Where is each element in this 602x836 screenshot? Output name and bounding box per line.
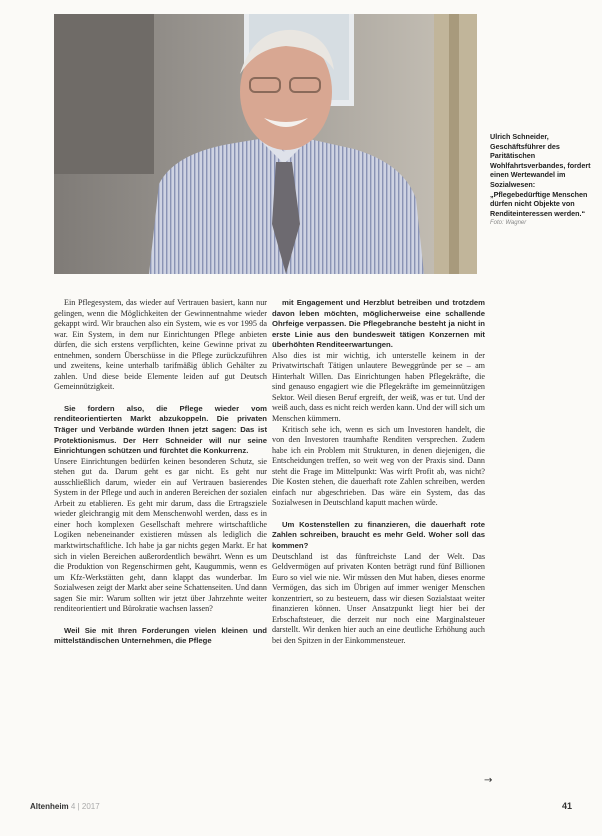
portrait-photo xyxy=(54,14,477,274)
magazine-issue: 4 | 2017 xyxy=(70,802,100,811)
interview-question: Weil Sie mit Ihren Forderungen vielen kleinen und mittelständischen Unternehmen, die Pflege xyxy=(54,625,267,646)
paragraph: Unsere Einrichtungen bedürfen keinen besonderen Schutz, sie stehen gut da. Darum geht es gar nicht. Es geht nur ausschließlich darum, wieder ein auf Vertrauen basierendes System in der Pflege und auch in anderen Bereichen der sozialen Arbeit zu etablieren. Es geht mir darum, dass die Ertragsziele wieder gleichrangig mit dem Menschenwohl werden, dass es in einer hoch komplexen Gesellschaft mehrere wirtschaftliche Logiken nebeneinander existieren müssen als lediglich die marktwirtschaftliche. Ich habe ja gar nichts gegen Markt. Er hat sich in vielen Bereichen außerordentlich bewährt. Wenn es um die Produktion von Regenschirmen geht, Kaugummis, wenn es um Kfz-Werkstätten geht, dann klappt das wunderbar. Im Sozialwesen zeigt der Markt aber seine Schattenseiten. Und dann sagen Sie mir: Warum sollten wir jetzt über Jahrzehnte weiter renditeorientiert und Bürokratie wachsen lassen? xyxy=(54,456,267,614)
continue-arrow-icon: → xyxy=(484,775,493,786)
page-footer xyxy=(30,800,572,816)
magazine-title: Altenheim xyxy=(30,802,69,811)
page-number: 41 xyxy=(561,801,572,811)
interview-question-continued: mit Engagement und Herzblut betreiben und trotzdem davon leben möchten, möglicherweise eine schallende Ohrfeige verpassen. Die Pflegebranche besteht ja nicht in erste Linie aus den bundesweit tätigen Konzernen mit überhöhten Renditeerwartungen. xyxy=(272,298,485,350)
magazine-name xyxy=(30,802,100,811)
paragraph: Kritisch sehe ich, wenn es sich um Investoren handelt, die von den Investoren traumhafte Renditen versprechen. Zudem habe ich ein Problem mit Strukturen, in denen diejenigen, die Entscheidungen treffen, so weit weg von der Praxis sind. Dann steht die Frage im Mittelpunkt: Was wirft Profit ab, was nicht? Die Kosten stehen, die dauerhaft rote Zahlen schreiben, werden einfach nur abgeschrieben. Das wäre ein System, das das Sozialwesen in Deutschland kaputt machen würde. xyxy=(272,424,485,508)
caption-text: Ulrich Schneider, Geschäftsführer des Paritätischen Wohlfahrtsverbandes, fordert einen Wertewandel im Sozialwesen: „Pflegebedürftige Menschen dürfen nicht Objekte von Renditeinteressen werden.“ xyxy=(490,132,591,218)
portrait-photo-icon xyxy=(54,14,477,274)
photo-caption xyxy=(490,132,594,229)
left-column xyxy=(54,298,267,647)
paragraph: Ein Pflegesystem, das wieder auf Vertrauen basiert, kann nur gelingen, wenn die Möglichkeiten der Gewinnentnahme wieder gekappt wird. Wir brauchen also ein System, wie es vor 1995 da war. Ein System, in dem nur Einrichtungen Pflege anbieten dürfen, die sich erstens verpflichten, keine Gewinne privat zu entnehmen, sondern Überschüsse in die Pflege zurückzuführen und zweitens, keine unterhalb tarifmäßig üblich Gehälter zu zahlen. Und diese beide Elemente leiden auf gut Deutsch Gemeinnützigkeit. xyxy=(54,298,267,392)
right-column xyxy=(272,298,485,647)
paragraph: Also dies ist mir wichtig, ich unterstelle keinem in der Privatwirtschaft Tätigen unlautere Beweggründe per se – am Hinterhalt Willen. Das Einrichtungen haben Pflegekräfte, die sind genauso engagiert wie die Pflegekräfte im gemeinnützigen Sektor. Weil diesen Beruf ergreift, der weiß, was er tut. Und der weiß auch, dass es nicht reich werden kann. Und der will sich um Menschen kümmern. xyxy=(272,350,485,424)
interview-question: Sie fordern also, die Pflege wieder vom renditeorientierten Markt abzukoppeln. Die privaten Träger und Verbände würden Ihnen jetzt sagen: Das ist Protektionismus. Der Herr Schneider will nur seine Einrichtungen schützen und fürchtet die Konkurrenz. xyxy=(54,403,267,456)
photo-credit: Foto: Wagner xyxy=(490,220,527,227)
paragraph: Deutschland ist das fünftreichste Land der Welt. Das Geldvermögen auf privaten Konten beträgt rund fünf Billionen Euro so viel wie nie. Wir müssen den Mut haben, dieses enorme Vermögen, das sich im Übrigen auf immer weniger Menschen konzentriert, so zu besteuern, dass wir diesen Sozialstaat weiter finanzieren können. Unser Ansatzpunkt liegt hier bei der Erbschaftsteuer, die derzeit nur noch eine Marginalsteuer darstellt. Wir denken hier auch an eine deutliche Erhöhung auch bei den Spitzen in der Einkommensteuer. xyxy=(272,551,485,645)
interview-question: Um Kostenstellen zu finanzieren, die dauerhaft rote Zahlen schreiben, braucht es mehr Geld. Woher soll das kommen? xyxy=(272,519,485,551)
